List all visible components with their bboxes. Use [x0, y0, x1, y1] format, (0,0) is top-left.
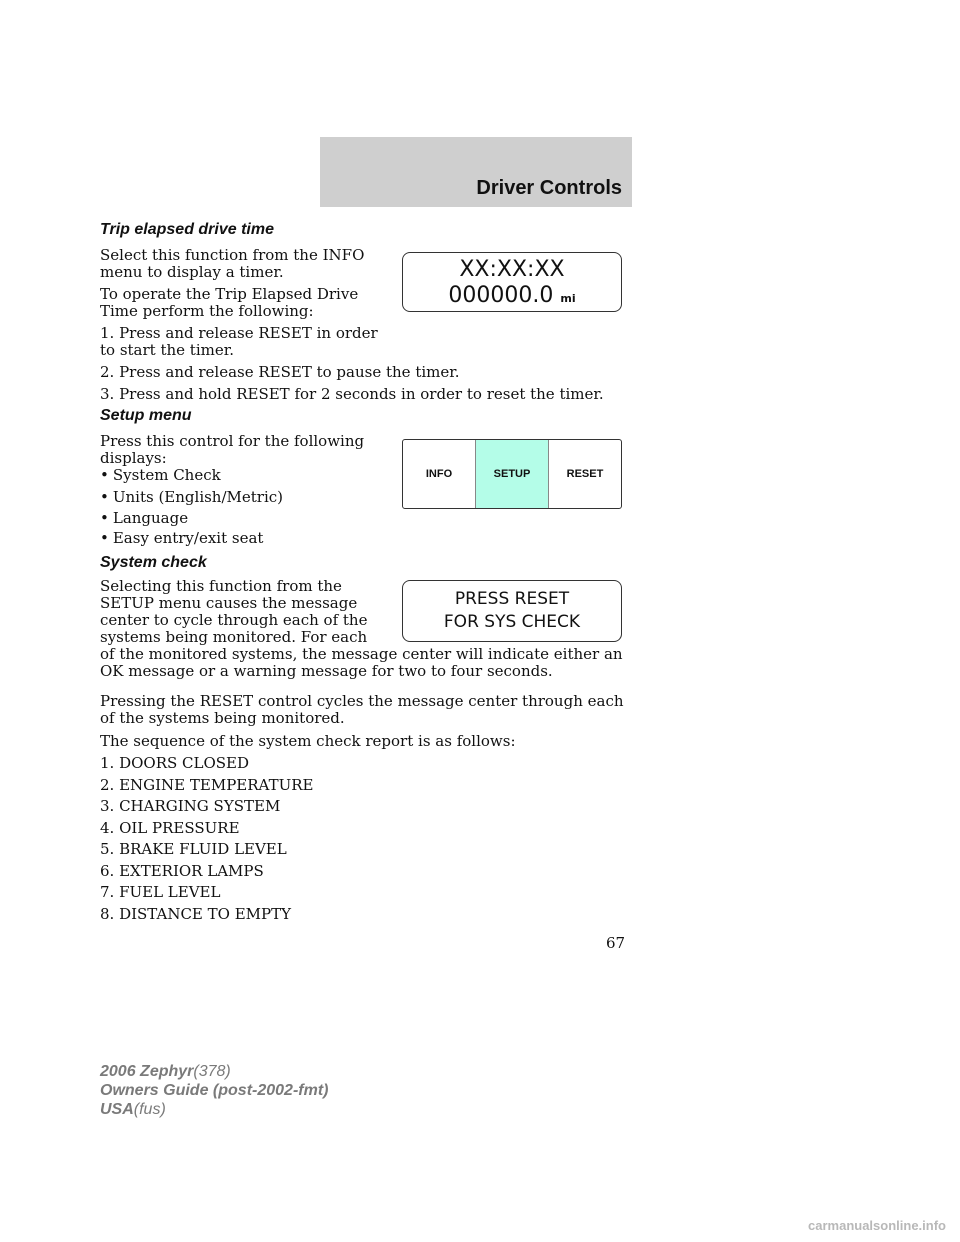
control-button-panel	[402, 439, 622, 509]
odometer-readout	[403, 283, 621, 308]
trip-timer-display	[402, 252, 622, 312]
setup-list-item: • System Check	[100, 467, 221, 484]
odometer-unit: mi	[560, 292, 576, 305]
reset-button[interactable]: RESET	[566, 468, 604, 480]
info-button[interactable]: INFO	[425, 468, 453, 480]
odometer-value: 000000.0	[448, 283, 554, 308]
setup-list-item: • Easy entry/exit seat	[100, 530, 263, 547]
trip-step-1: 1. Press and release RESET in order to start the timer.	[100, 324, 378, 359]
syscheck-message-display	[402, 580, 622, 642]
header-band	[320, 137, 632, 207]
footer-code: (378)	[193, 1063, 231, 1080]
footer-market: USA	[100, 1101, 134, 1118]
page-number: 67	[606, 934, 626, 952]
sequence-item: 3. CHARGING SYSTEM	[100, 797, 281, 815]
sequence-item: 6. EXTERIOR LAMPS	[100, 862, 264, 880]
sequence-item: 2. ENGINE TEMPERATURE	[100, 776, 314, 794]
setup-heading: Setup menu	[100, 407, 192, 424]
message-line-2: FOR SYS CHECK	[443, 612, 581, 632]
trip-paragraph-1: Select this function from the INFO menu to display a timer.	[100, 246, 365, 281]
timer-readout: XX:XX:XX	[459, 257, 565, 282]
sequence-item: 5. BRAKE FLUID LEVEL	[100, 840, 287, 858]
syscheck-paragraph-3: The sequence of the system check report is as follows:	[100, 732, 516, 750]
trip-step-3: 3. Press and hold RESET for 2 seconds in order to reset the timer.	[100, 385, 604, 403]
message-line-1: PRESS RESET	[454, 589, 570, 609]
section-title: Driver Controls	[476, 177, 622, 199]
footer-guide: Owners Guide (post-2002-fmt)	[100, 1082, 329, 1099]
syscheck-heading: System check	[100, 554, 207, 571]
trip-paragraph-2: To operate the Trip Elapsed Drive Time perform the following:	[100, 285, 359, 320]
watermark: carmanualsonline.info	[808, 1218, 946, 1233]
footer-imprint	[100, 1062, 328, 1119]
sequence-item: 4. OIL PRESSURE	[100, 819, 240, 837]
sequence-item: 1. DOORS CLOSED	[100, 754, 250, 772]
setup-list-item: • Units (English/Metric)	[100, 489, 283, 506]
setup-paragraph: Press this control for the following displays:	[100, 432, 365, 467]
setup-button[interactable]: SETUP	[475, 440, 549, 508]
footer-market-code: (fus)	[133, 1101, 166, 1118]
trip-heading: Trip elapsed drive time	[100, 221, 274, 238]
sequence-item: 8. DISTANCE TO EMPTY	[100, 905, 292, 923]
syscheck-paragraph-2: Pressing the RESET control cycles the message center through each of the systems being monitored.	[100, 692, 624, 727]
setup-list-item: • Language	[100, 510, 188, 527]
sequence-item: 7. FUEL LEVEL	[100, 883, 221, 901]
syscheck-paragraph-1-text: Selecting this function from the SETUP menu causes the message center to cycle through each of the systems being monitored. For each of the monitored systems, the message center will indicate either an OK message or a warning message for two to four seconds.	[100, 577, 623, 680]
footer-model: 2006 Zephyr	[100, 1063, 194, 1080]
trip-step-2: 2. Press and release RESET to pause the timer.	[100, 363, 460, 381]
